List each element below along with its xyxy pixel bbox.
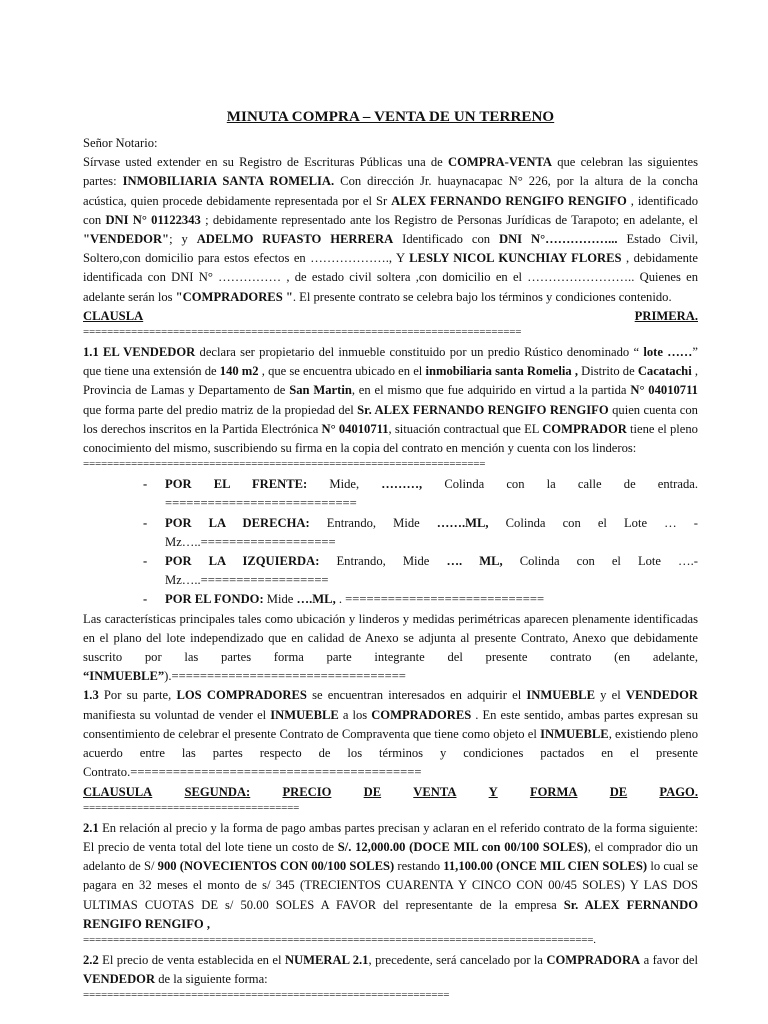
text-run: , en el mismo que fue adquirido en virtud a la partida	[351, 383, 631, 398]
clause-one-left: CLAUSLA	[83, 308, 144, 323]
boundary-text	[165, 590, 698, 609]
text-run: , precedente, será cancelado por la	[368, 952, 547, 967]
text-run: Mide,	[307, 477, 382, 492]
section-2-2	[83, 951, 698, 989]
boundary-text	[165, 475, 698, 513]
clause-two-heading	[83, 783, 698, 802]
document-title: MINUTA COMPRA – VENTA DE UN TERRENO	[226, 109, 555, 125]
boundary-item	[143, 514, 698, 552]
text-run: ADELMO RUFASTO HERRERA	[196, 232, 394, 247]
text-run: COMPRADORES	[371, 707, 472, 722]
text-run: que celebran las siguientes partes:	[83, 155, 698, 189]
separator-line-2: ===================================================================	[83, 458, 486, 471]
text-run: COMPRA-VENTA	[447, 155, 552, 170]
clause-two-word: VENTA	[413, 784, 457, 799]
intro-paragraph	[83, 153, 698, 307]
bullet-dash: -	[143, 592, 148, 607]
text-run: En relación al precio y la forma de pago ambas partes precisan y aclaran en el referido contrato de la forma siguiente: El precio de venta total del lote tiene un costo de	[83, 820, 698, 854]
text-run: . El presente contrato se celebra bajo los términos y condiciones contenido.	[292, 289, 672, 304]
clause-two-word: DE	[609, 784, 628, 799]
text-run: 140 m2	[219, 364, 259, 379]
separator-line-5: =============================================================	[83, 989, 450, 1002]
text-run: , el comprador dio un adelanto de S/	[83, 839, 698, 874]
text-run: 2.1	[83, 820, 99, 835]
text-run: Cacatachi	[637, 364, 692, 379]
clause-two-word: PAGO.	[659, 784, 698, 799]
text-run: …. ML,	[446, 554, 503, 569]
text-run: ,	[203, 916, 210, 931]
text-run: , situación contractual que EL	[388, 421, 543, 436]
text-run: a los	[338, 707, 372, 722]
clause-two-word: SEGUNDA:	[184, 784, 251, 799]
text-run: , identificado con	[83, 193, 699, 227]
text-run: de la siguiente forma:	[155, 972, 268, 987]
separator-line-4: =====================================================================================.	[83, 933, 596, 946]
text-run: a favor del	[640, 952, 698, 967]
text-run: quien cuenta con los derechos inscritos en la Partida Electrónica	[83, 402, 698, 436]
text-run: "VENDEDOR"	[83, 232, 170, 247]
text-run: COMPRADOR	[542, 421, 627, 436]
boundary-text	[165, 552, 698, 590]
text-run: , debidamente identificada con DNI N° …………… , de estado civil soltera ,con domicilio en el …………………….. Quienes en adelante serán los	[83, 251, 698, 304]
clause-two-word: CLAUSULA	[83, 784, 153, 799]
text-run: Sr. ALEX FERNANDO RENGIFO RENGIFO	[83, 897, 698, 931]
text-run: ….ML,	[296, 592, 336, 607]
text-run: LOS COMPRADORES	[176, 688, 307, 703]
text-run: Las características principales tales como ubicación y linderos y medidas perimétricas aparecen plenamente identificadas en el plano del lote independizado que en calidad de Anexo se adjunta al presente Contrato, Anexo que debidamente suscrito por las partes forma parte integrante del presente contrato (en adelante,	[83, 611, 698, 665]
text-run: INMUEBLE	[540, 726, 609, 741]
separator-line-3: ====================================	[83, 801, 300, 814]
text-run: inmobiliaria santa Romelia ,	[425, 364, 578, 379]
text-run: NUMERAL 2.1	[284, 952, 369, 967]
text-run: …….ML,	[436, 515, 489, 530]
bullet-dash: -	[143, 515, 148, 530]
text-run: INMOBILIARIA SANTA ROMELIA.	[122, 174, 335, 189]
text-run: ” que tiene una extensión de	[83, 345, 698, 379]
text-run: Sr. ALEX FERNANDO RENGIFO RENGIFO	[357, 402, 609, 417]
text-run: Identificado con	[393, 232, 499, 247]
boundary-item	[143, 590, 698, 609]
boundary-item	[143, 475, 698, 513]
text-run: que forma parte del predio matriz de la propiedad del	[83, 402, 358, 417]
text-run: , existiendo pleno acuerdo entre las partes respecto de los términos y condiciones pactados en el presente Contrato.=========================================	[83, 726, 698, 780]
section-1-1	[83, 343, 698, 458]
text-run: “INMUEBLE”	[83, 669, 165, 684]
text-run: 11,100.00 (ONCE MIL CIEN SOLES)	[443, 859, 648, 874]
text-run: El precio de venta establecida en el	[98, 952, 285, 967]
text-run: ………,	[381, 477, 423, 492]
text-run: , Provincia de Lamas y Departamento de	[83, 364, 699, 398]
text-run: N° 04010711	[630, 383, 698, 398]
clause-one-heading	[83, 307, 698, 326]
text-run: y el	[594, 688, 626, 703]
text-run: LESLY NICOL KUNCHIAY FLORES	[409, 251, 622, 266]
bullet-dash: -	[143, 554, 148, 569]
text-run: declara ser propietario del inmueble constituido por un predio Rústico denominado “	[195, 345, 644, 360]
boundary-item	[143, 552, 698, 590]
bullet-dash: -	[143, 477, 148, 492]
text-run: ; debidamente representado ante los Registro de Personas Jurídicas de Tarapoto; en adelante, el	[200, 212, 698, 227]
text-run: 1.3	[83, 688, 99, 703]
text-run: Estado Civil, Soltero,con domicilio para estos efectos en ………………., Y	[83, 232, 698, 266]
text-run: ).=================================	[164, 669, 406, 684]
text-run: Entrando, Mide	[319, 554, 447, 569]
text-run: POR LA DERECHA:	[165, 515, 310, 530]
text-run: tiene el pleno conocimiento del mismo, suscribiendo su firma en la copia del contrato en mención y cuenta con los linderos:	[83, 421, 698, 456]
text-run: Con dirección Jr. huaynacapac N° 226, por la altura de la concha acústica, quien procede debidamente representada por el Sr	[83, 174, 699, 208]
text-run: INMUEBLE	[270, 707, 339, 722]
section-1-3	[83, 686, 698, 782]
text-run: ALEX FERNANDO RENGIFO RENGIFO	[391, 193, 627, 208]
salutation: Señor Notario:	[83, 136, 158, 150]
text-run: Mide	[263, 592, 297, 607]
text-run: Colinda con la calle de entrada. ===========================	[165, 477, 699, 511]
text-run: . En este sentido, ambas partes expresan su consentimiento de celebrar el presente Contrato de Compraventa que tiene como objeto el	[83, 707, 698, 741]
text-run: , que se encuentra ubicado en el	[258, 364, 426, 379]
clause-one-right: PRIMERA.	[634, 308, 698, 323]
text-run: Distrito de	[578, 364, 638, 379]
clause-two-word: FORMA	[529, 784, 578, 799]
text-run: Colinda con el Lote … - Mz…..===================	[165, 515, 698, 549]
text-run: Entrando, Mide	[309, 515, 437, 530]
boundaries-list	[83, 475, 698, 609]
text-run: VENDEDOR	[625, 688, 698, 703]
text-run: DNI N°……………...	[498, 232, 618, 247]
characteristics-paragraph	[83, 610, 698, 687]
text-run: "COMPRADORES "	[175, 289, 293, 304]
text-run: 1.1 EL VENDEDOR	[83, 345, 196, 360]
text-run: 900 (NOVECIENTOS CON 00/100 SOLES)	[157, 859, 395, 874]
clause-two-word: DE	[363, 784, 382, 799]
text-run: lo cual se pagara en 32 meses el monto de s/ 345 (TRECIENTOS CUARENTA Y CINCO CON 00/45 SOLES) Y LAS DOS ULTIMAS CUOTAS DE s/ 50.00 SOLES A FAVOR del representante de la empresa	[83, 859, 698, 912]
text-run: DNI N° 01122343	[105, 212, 201, 227]
text-run: Sírvase usted extender en su Registro de Escrituras Públicas una de	[83, 155, 448, 170]
separator-line-1: =========================================================================	[83, 326, 522, 339]
text-run: S/. 12,000.00 (DOCE MIL con 00/100 SOLES)	[337, 839, 588, 854]
text-run: VENDEDOR	[83, 972, 156, 987]
text-run: COMPRADORA	[546, 952, 641, 967]
section-2-1	[83, 819, 698, 934]
text-run: San Martin	[289, 383, 352, 398]
text-run: N° 04010711	[321, 421, 389, 436]
text-run: POR EL FRENTE:	[165, 477, 308, 492]
clause-two-word: Y	[488, 784, 498, 799]
text-run: 2.2	[83, 952, 99, 967]
text-run: POR LA IZQUIERDA:	[165, 554, 320, 569]
text-run: ; y	[169, 232, 197, 247]
clause-two-word: PRECIO	[282, 784, 332, 799]
text-run: se encuentran interesados en adquirir el	[306, 688, 527, 703]
boundary-text	[165, 514, 698, 552]
text-run: INMUEBLE	[526, 688, 595, 703]
text-run: Colinda con el Lote ….-Mz…..==================	[165, 554, 698, 588]
text-run: restando	[394, 859, 444, 874]
text-run: . ============================	[335, 592, 545, 607]
text-run: manifiesta su voluntad de vender el	[83, 707, 271, 722]
text-run: lote ……	[643, 345, 693, 360]
text-run: POR EL FONDO:	[165, 592, 264, 607]
text-run: Por su parte,	[98, 688, 177, 703]
